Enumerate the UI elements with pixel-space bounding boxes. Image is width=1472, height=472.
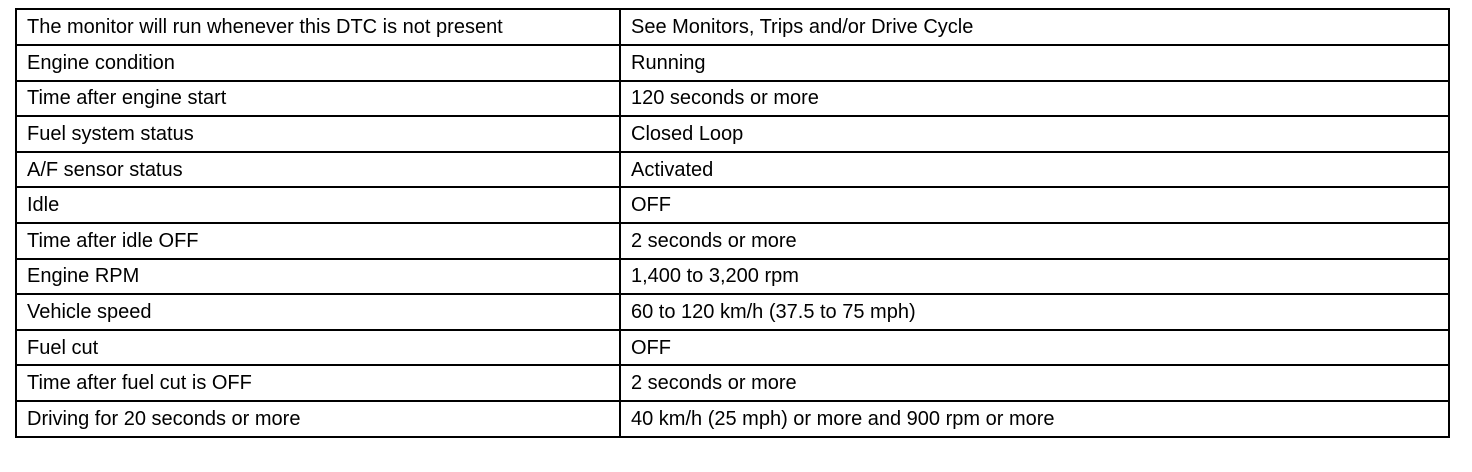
condition-cell: Engine RPM	[16, 259, 620, 295]
condition-cell: Idle	[16, 187, 620, 223]
table-row	[16, 401, 1449, 437]
table-row	[16, 259, 1449, 295]
value-cell: OFF	[620, 187, 1449, 223]
value-cell: 40 km/h (25 mph) or more and 900 rpm or more	[620, 401, 1449, 437]
condition-cell: Time after fuel cut is OFF	[16, 365, 620, 401]
value-cell: 2 seconds or more	[620, 223, 1449, 259]
monitor-conditions-table	[15, 8, 1450, 438]
value-cell: See Monitors, Trips and/or Drive Cycle	[620, 9, 1449, 45]
table-row	[16, 9, 1449, 45]
value-cell: 60 to 120 km/h (37.5 to 75 mph)	[620, 294, 1449, 330]
value-cell: 2 seconds or more	[620, 365, 1449, 401]
condition-cell: Engine condition	[16, 45, 620, 81]
table-row	[16, 116, 1449, 152]
condition-cell: The monitor will run whenever this DTC is not present	[16, 9, 620, 45]
table-row	[16, 45, 1449, 81]
table-row	[16, 294, 1449, 330]
value-cell: OFF	[620, 330, 1449, 366]
table-row	[16, 330, 1449, 366]
table-body	[16, 9, 1449, 437]
table-row	[16, 223, 1449, 259]
condition-cell: Fuel system status	[16, 116, 620, 152]
condition-cell: Vehicle speed	[16, 294, 620, 330]
value-cell: Activated	[620, 152, 1449, 188]
value-cell: Running	[620, 45, 1449, 81]
table-row	[16, 81, 1449, 117]
condition-cell: Driving for 20 seconds or more	[16, 401, 620, 437]
value-cell: 1,400 to 3,200 rpm	[620, 259, 1449, 295]
condition-cell: Time after engine start	[16, 81, 620, 117]
value-cell: Closed Loop	[620, 116, 1449, 152]
table-row	[16, 187, 1449, 223]
condition-cell: A/F sensor status	[16, 152, 620, 188]
table-row	[16, 365, 1449, 401]
condition-cell: Time after idle OFF	[16, 223, 620, 259]
table-row	[16, 152, 1449, 188]
value-cell: 120 seconds or more	[620, 81, 1449, 117]
condition-cell: Fuel cut	[16, 330, 620, 366]
